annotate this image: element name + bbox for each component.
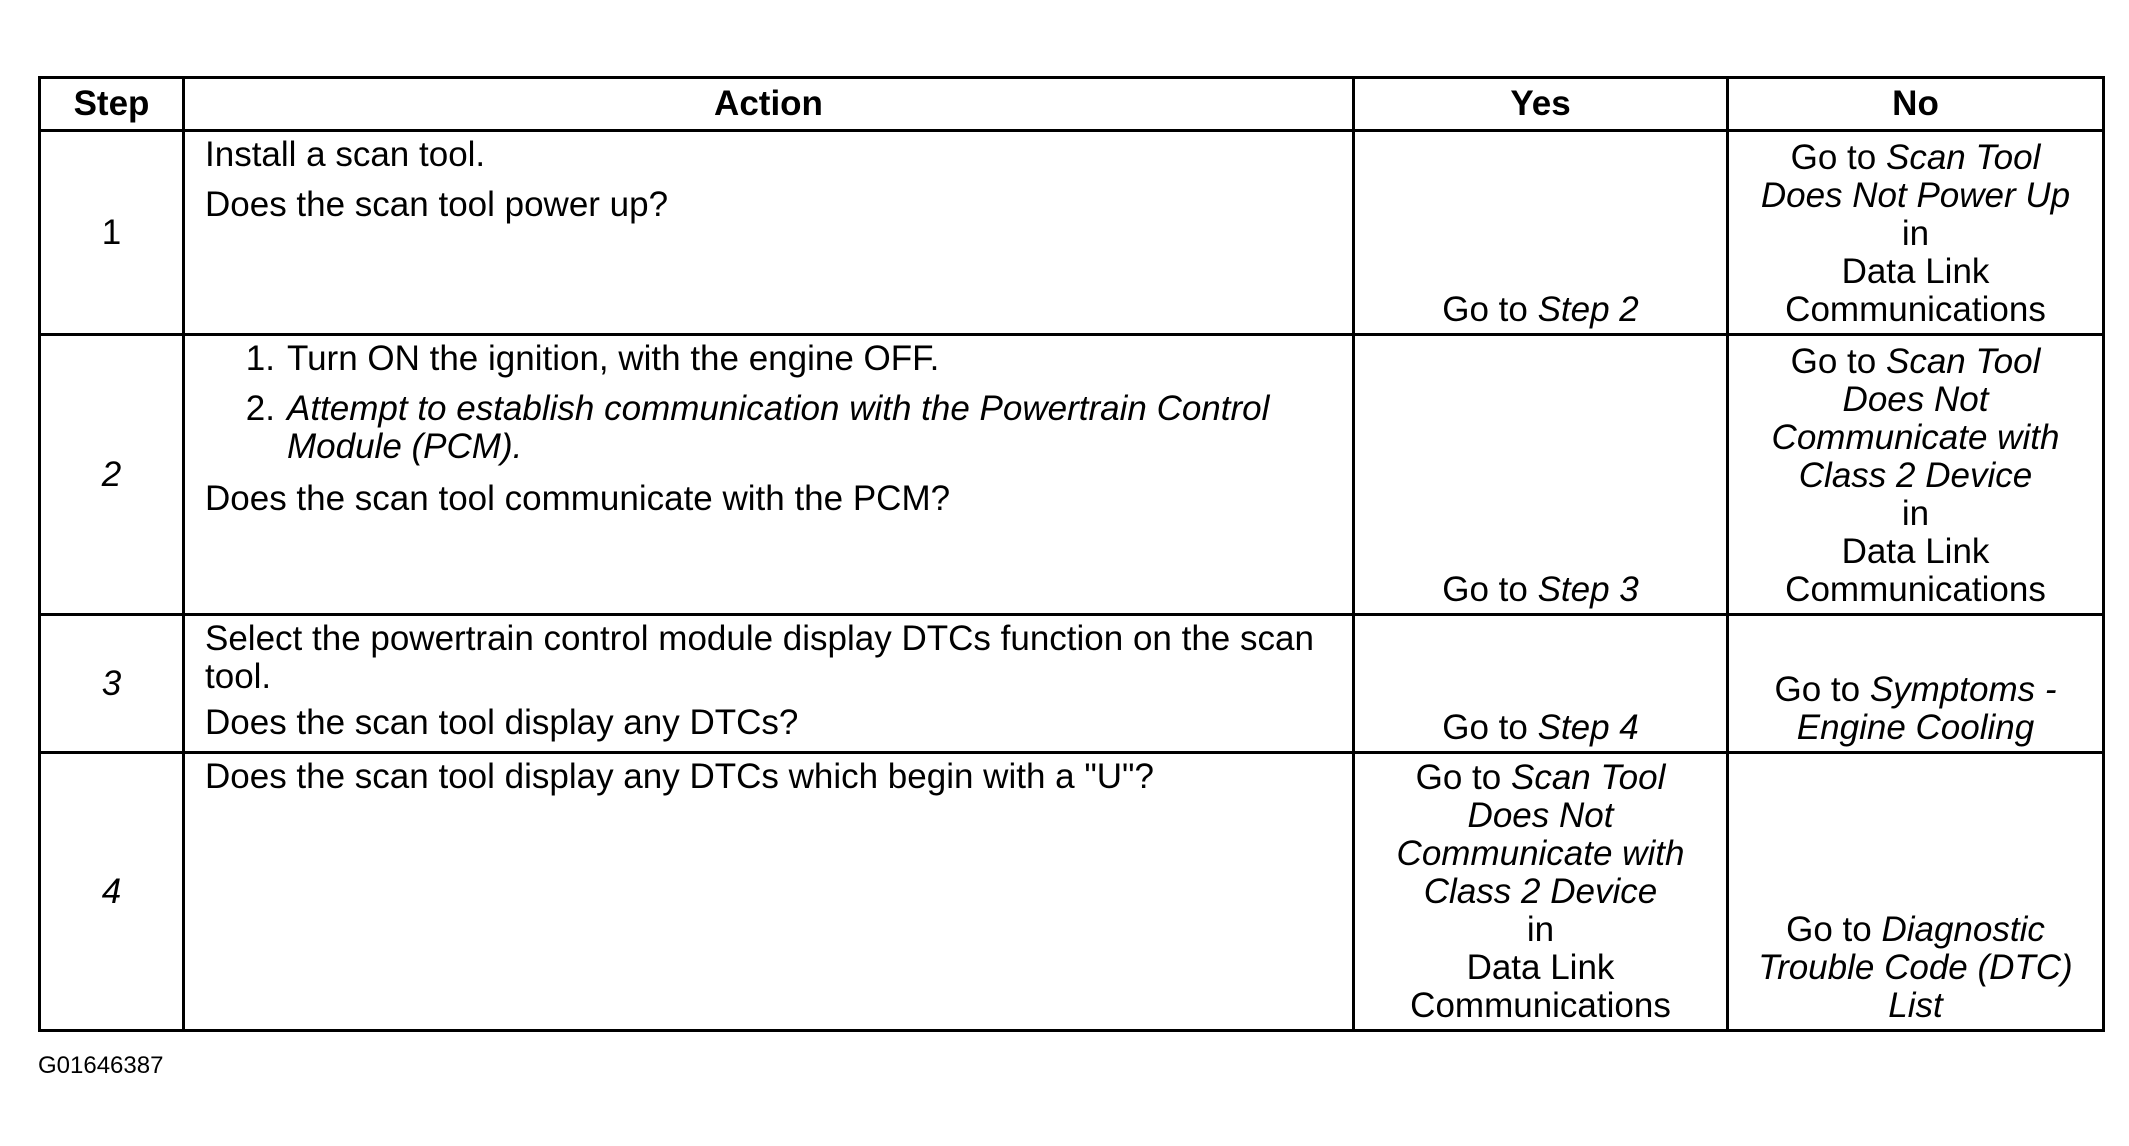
list-item bbox=[205, 390, 1332, 466]
list-text: Turn ON the ignition, with the engine OFF. bbox=[287, 339, 940, 378]
action-instruction: Install a scan tool. bbox=[205, 135, 486, 174]
document-name: Communications bbox=[1410, 986, 1671, 1025]
goto-prefix: Go to bbox=[1442, 290, 1528, 329]
header-yes: Yes bbox=[1354, 78, 1728, 131]
goto-prefix: Go to bbox=[1442, 570, 1528, 609]
goto-prefix: Go to bbox=[1790, 138, 1877, 177]
action-cell bbox=[184, 335, 1354, 615]
no-reference bbox=[1735, 343, 2096, 609]
procedure-link[interactable]: Communicate with bbox=[1396, 834, 1685, 873]
procedure-link[interactable]: Communicate with bbox=[1771, 418, 2060, 457]
action-question: Does the scan tool display any DTCs? bbox=[205, 703, 799, 742]
yes-reference bbox=[1361, 571, 1720, 609]
table-row bbox=[40, 753, 2104, 1031]
procedure-link[interactable]: Scan Tool bbox=[1885, 138, 2041, 177]
no-cell bbox=[1728, 753, 2104, 1031]
action-question: Does the scan tool communicate with the PCM? bbox=[205, 479, 951, 518]
document-name: Data Link bbox=[1841, 532, 1990, 571]
action-instruction: Select the powertrain control module display DTCs function on the scan tool. bbox=[205, 619, 1314, 696]
in-word: in bbox=[1526, 910, 1555, 949]
procedure-link[interactable]: Class 2 Device bbox=[1798, 456, 2033, 495]
procedure-link[interactable]: Class 2 Device bbox=[1423, 872, 1658, 911]
header-no: No bbox=[1728, 78, 2104, 131]
diagnostic-table bbox=[38, 76, 2105, 1032]
no-reference bbox=[1735, 139, 2096, 329]
procedure-link[interactable]: Does Not bbox=[1842, 380, 1989, 419]
goto-prefix: Go to bbox=[1790, 342, 1877, 381]
no-cell bbox=[1728, 131, 2104, 335]
action-steps-list bbox=[205, 340, 1332, 466]
header-action: Action bbox=[184, 78, 1354, 131]
action-question: Does the scan tool power up? bbox=[205, 185, 669, 224]
yes-cell bbox=[1354, 131, 1728, 335]
procedure-link[interactable]: List bbox=[1888, 986, 1943, 1025]
yes-cell bbox=[1354, 335, 1728, 615]
action-question: Does the scan tool display any DTCs which begin with a "U"? bbox=[205, 757, 1154, 796]
yes-reference bbox=[1361, 759, 1720, 1025]
action-cell bbox=[184, 753, 1354, 1031]
yes-reference bbox=[1361, 291, 1720, 329]
table-header-row bbox=[40, 78, 2104, 131]
table-row bbox=[40, 131, 2104, 335]
in-word: in bbox=[1901, 494, 1930, 533]
step-number: 1 bbox=[40, 131, 184, 335]
document-name: Data Link bbox=[1841, 252, 1990, 291]
step-number: 4 bbox=[40, 753, 184, 1031]
action-cell bbox=[184, 131, 1354, 335]
procedure-link[interactable]: Scan Tool bbox=[1510, 758, 1666, 797]
document-name: Communications bbox=[1785, 290, 2046, 329]
procedure-link[interactable]: Does Not Power Up bbox=[1760, 176, 2071, 215]
no-reference bbox=[1735, 671, 2096, 747]
yes-cell bbox=[1354, 615, 1728, 753]
procedure-link[interactable]: Trouble Code (DTC) bbox=[1758, 948, 2073, 987]
action-cell bbox=[184, 615, 1354, 753]
yes-reference bbox=[1361, 709, 1720, 747]
in-word: in bbox=[1901, 214, 1930, 253]
step-link[interactable]: Step 3 bbox=[1537, 570, 1639, 609]
step-link[interactable]: Step 2 bbox=[1537, 290, 1639, 329]
procedure-link[interactable]: Diagnostic bbox=[1881, 910, 2045, 949]
table-row bbox=[40, 335, 2104, 615]
goto-prefix: Go to bbox=[1415, 758, 1502, 797]
list-number: 2. bbox=[245, 389, 275, 428]
table-row bbox=[40, 615, 2104, 753]
no-cell bbox=[1728, 335, 2104, 615]
step-link[interactable]: Step 4 bbox=[1537, 708, 1639, 747]
no-cell bbox=[1728, 615, 2104, 753]
procedure-link[interactable]: Does Not bbox=[1467, 796, 1614, 835]
list-number: 1. bbox=[245, 339, 275, 378]
document-name: Data Link bbox=[1466, 948, 1615, 987]
yes-cell bbox=[1354, 753, 1728, 1031]
procedure-link[interactable]: Symptoms - bbox=[1869, 670, 2057, 709]
goto-prefix: Go to bbox=[1786, 910, 1872, 949]
no-reference bbox=[1735, 911, 2096, 1025]
goto-prefix: Go to bbox=[1774, 670, 1861, 709]
list-text: Attempt to establish communication with the Powertrain Control Module (PCM). bbox=[287, 389, 1270, 466]
goto-prefix: Go to bbox=[1442, 708, 1528, 747]
figure-id: G01646387 bbox=[38, 1052, 164, 1079]
procedure-link[interactable]: Scan Tool bbox=[1885, 342, 2041, 381]
header-step: Step bbox=[40, 78, 184, 131]
step-number: 3 bbox=[40, 615, 184, 753]
step-number: 2 bbox=[40, 335, 184, 615]
list-item bbox=[205, 340, 1332, 378]
procedure-link[interactable]: Engine Cooling bbox=[1796, 708, 2035, 747]
document-name: Communications bbox=[1785, 570, 2046, 609]
